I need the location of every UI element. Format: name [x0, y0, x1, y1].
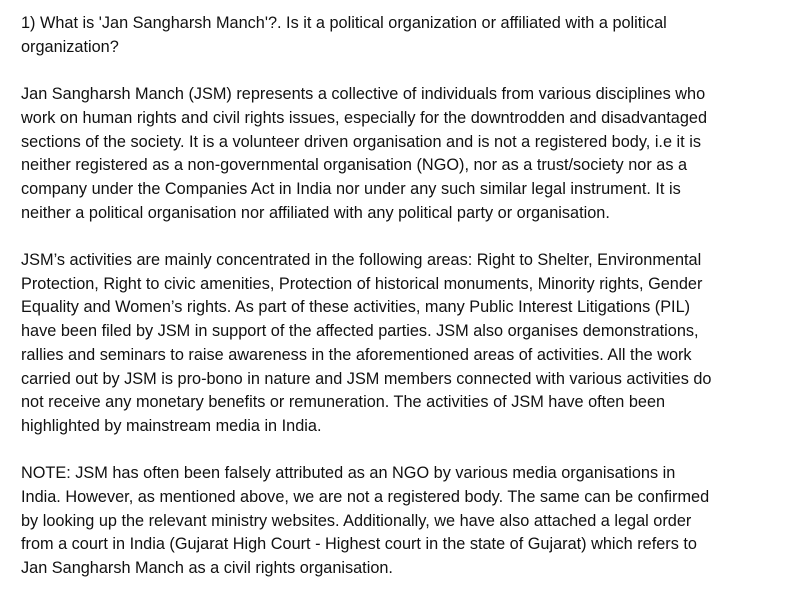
text-line: carried out by JSM is pro-bono in nature and JSM members connected with various activities do	[21, 369, 712, 388]
paragraph-about-jsm	[21, 83, 791, 225]
text-line: have been filed by JSM in support of the affected parties. JSM also organises demonstrations,	[21, 322, 699, 341]
text-line: not receive any monetary benefits or remuneration. The activities of JSM have often been	[21, 393, 666, 412]
text-line: Protection, Right to civic amenities, Protection of historical monuments, Minority rights, Gender	[21, 274, 703, 293]
text-line: work on human rights and civil rights issues, especially for the downtrodden and disadvantaged	[21, 108, 708, 127]
text-line: NOTE: JSM has often been falsely attributed as an NGO by various media organisations in	[21, 464, 676, 483]
text-line: neither a political organisation nor affiliated with any political party or organisation.	[21, 203, 610, 222]
text-line: 1) What is 'Jan Sangharsh Manch'?. Is it a political organization or affiliated with a political	[21, 14, 667, 32]
question-heading	[21, 12, 791, 59]
text-line: Jan Sangharsh Manch as a civil rights organisation.	[21, 559, 393, 578]
text-line: Equality and Women’s rights. As part of these activities, many Public Interest Litigations (PIL)	[21, 298, 691, 317]
text-line: company under the Companies Act in India nor under any such similar legal instrument. It is	[21, 179, 681, 198]
text-line: from a court in India (Gujarat High Court - Highest court in the state of Gujarat) which refers to	[21, 535, 697, 554]
text-line: highlighted by mainstream media in India.	[21, 416, 322, 435]
text-line: India. However, as mentioned above, we are not a registered body. The same can be confirmed	[21, 488, 710, 507]
text-line: organization?	[21, 37, 119, 56]
paragraph-note	[21, 462, 791, 581]
text-line: rallies and seminars to raise awareness in the aforementioned areas of activities. All the work	[21, 345, 692, 364]
paragraph-activities	[21, 249, 791, 439]
text-line: by looking up the relevant ministry websites. Additionally, we have also attached a legal order	[21, 511, 692, 530]
text-line: neither registered as a non-governmental organisation (NGO), nor as a trust/society nor as a	[21, 156, 688, 175]
text-line: JSM’s activities are mainly concentrated in the following areas: Right to Shelter, Environmental	[21, 251, 702, 269]
document-body	[21, 12, 791, 605]
text-line: Jan Sangharsh Manch (JSM) represents a collective of individuals from various disciplines who	[21, 85, 706, 104]
text-line: sections of the society. It is a volunteer driven organisation and is not a registered body, i.e it is	[21, 132, 701, 151]
